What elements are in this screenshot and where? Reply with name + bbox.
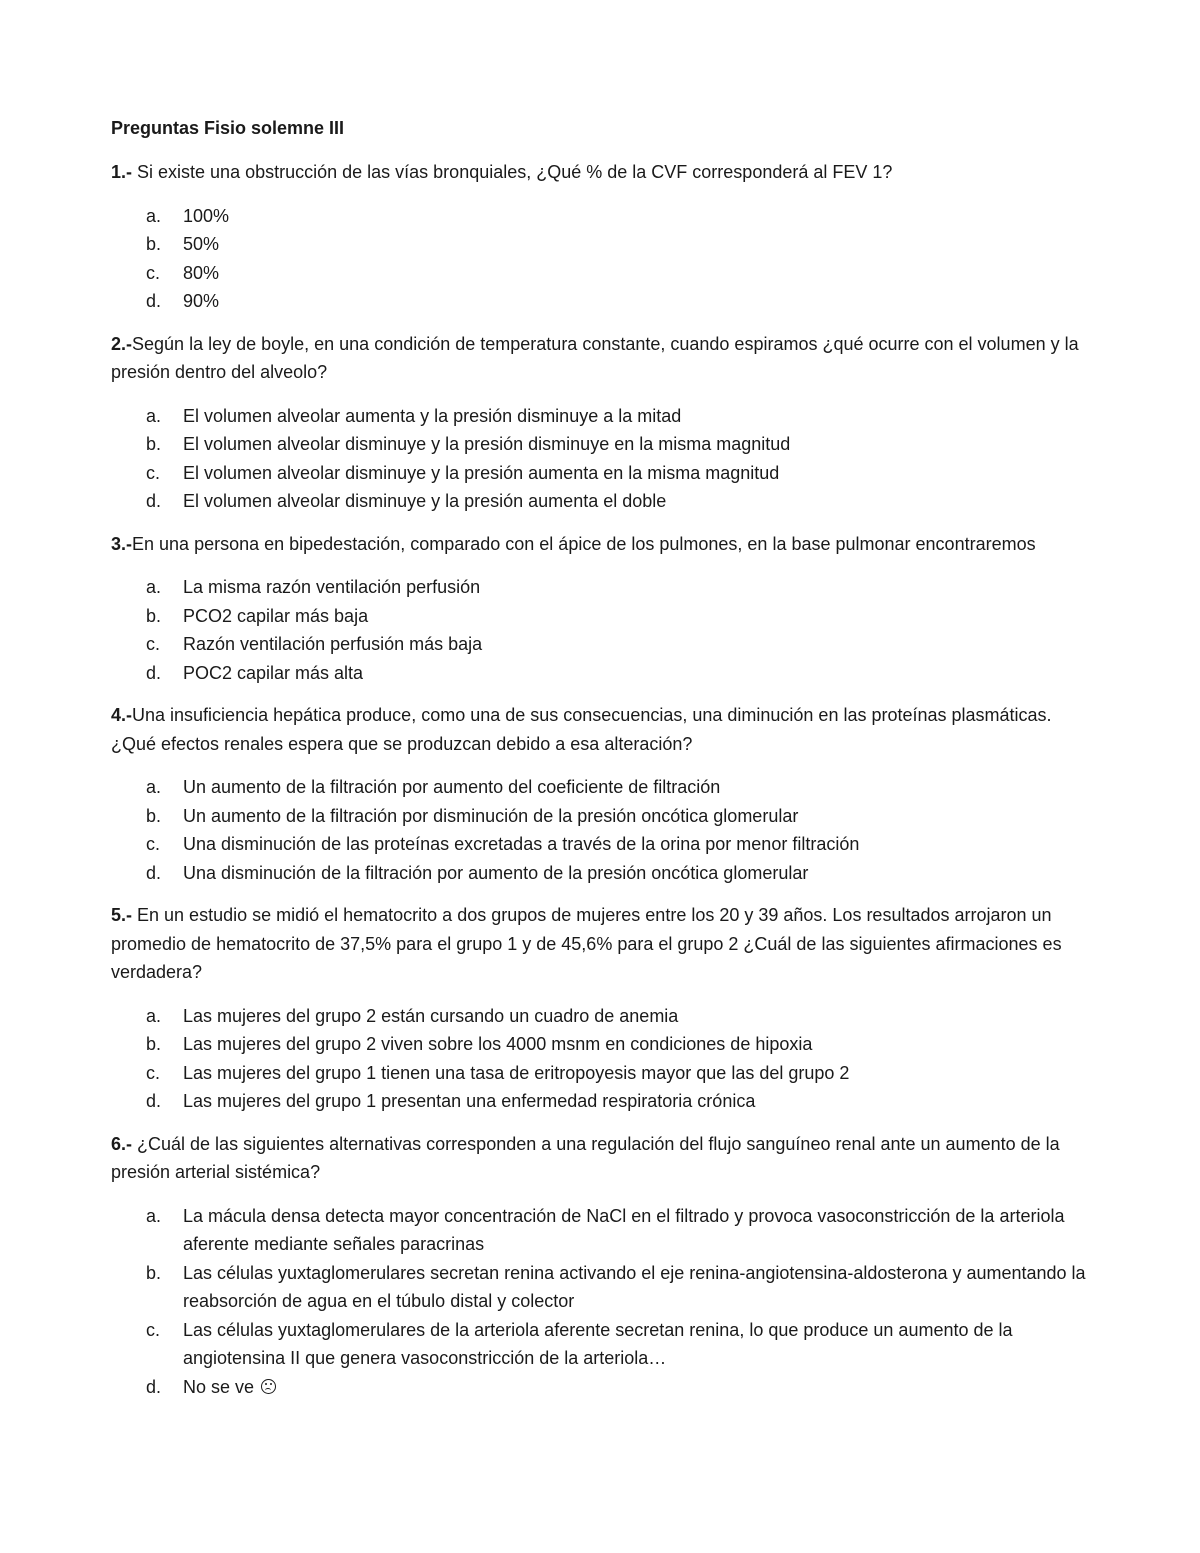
option-item	[111, 773, 1100, 802]
option-letter: c.	[146, 1319, 161, 1340]
option-text: No se ve	[183, 1376, 260, 1397]
option-text-wrap	[183, 1002, 1100, 1031]
option-letter: c.	[146, 462, 161, 483]
option-text: Un aumento de la filtración por disminución de la presión oncótica glomerular	[183, 805, 799, 826]
option-letter: d.	[146, 1376, 162, 1397]
question-5	[111, 901, 1100, 1116]
option-item	[111, 287, 1100, 316]
option-item	[111, 630, 1100, 659]
option-text: El volumen alveolar aumenta y la presión disminuye a la mitad	[183, 405, 682, 426]
option-list	[111, 402, 1100, 516]
option-list	[111, 1202, 1100, 1402]
option-item	[111, 602, 1100, 631]
option-text: Una disminución de las proteínas excretadas a través de la orina por menor filtración	[183, 834, 860, 854]
option-text: El volumen alveolar disminuye y la presión aumenta el doble	[183, 491, 667, 511]
option-item	[111, 1002, 1100, 1031]
option-text-wrap	[183, 630, 1100, 659]
option-letter: b.	[146, 605, 162, 626]
option-text-wrap	[183, 430, 1100, 459]
question-number: 4.-	[111, 705, 133, 725]
option-letter: a.	[146, 1005, 162, 1026]
question-body: En una persona en bipedestación, comparado con el ápice de los pulmones, en la base pulmonar encontraremos	[132, 533, 1036, 554]
question-text	[111, 158, 1100, 187]
option-item	[111, 1316, 1100, 1373]
option-text: Una disminución de la filtración por aumento de la presión oncótica glomerular	[183, 862, 809, 883]
option-text: Las mujeres del grupo 1 tienen una tasa de eritropoyesis mayor que las del grupo 2	[183, 1062, 850, 1083]
option-list	[111, 573, 1100, 687]
option-text-wrap	[183, 802, 1100, 831]
option-text: El volumen alveolar disminuye y la presión disminuye en la misma magnitud	[183, 434, 791, 454]
option-letter: d.	[146, 862, 162, 883]
option-text-wrap	[183, 402, 1100, 431]
question-4	[111, 701, 1100, 887]
option-text-wrap	[183, 202, 1100, 231]
question-text	[111, 901, 1100, 987]
option-text: Las mujeres del grupo 2 están cursando un cuadro de anemia	[183, 1005, 679, 1026]
option-item	[111, 1202, 1100, 1259]
option-text-wrap	[183, 659, 1100, 688]
option-letter: b.	[146, 434, 162, 454]
option-text-wrap	[183, 1059, 1100, 1088]
option-item	[111, 659, 1100, 688]
option-letter: c.	[146, 834, 161, 854]
option-text: La misma razón ventilación perfusión	[183, 577, 481, 597]
option-text-wrap	[183, 1373, 1100, 1402]
option-letter: a.	[146, 777, 162, 797]
option-item	[111, 430, 1100, 459]
question-2	[111, 330, 1100, 516]
option-list	[111, 773, 1100, 887]
option-item	[111, 859, 1100, 888]
option-letter: a.	[146, 1205, 162, 1226]
question-number: 3.-	[111, 533, 133, 554]
question-number: 5.-	[111, 905, 133, 925]
option-item	[111, 1373, 1100, 1402]
option-letter: d.	[146, 1091, 162, 1111]
question-number: 1.-	[111, 162, 133, 182]
option-text: Las mujeres del grupo 2 viven sobre los 4000 msnm en condiciones de hipoxia	[183, 1034, 813, 1054]
option-letter: b.	[146, 1262, 162, 1283]
option-letter: d.	[146, 662, 162, 683]
option-text: Las células yuxtaglomerulares secretan renina activando el eje renina-angiotensina-aldosterona y aumentando la reabsorción de agua en el túbulo distal y colector	[183, 1262, 1086, 1311]
option-item	[111, 1030, 1100, 1059]
option-text-wrap	[183, 573, 1100, 602]
option-letter: b.	[146, 1034, 162, 1054]
option-text-wrap	[183, 287, 1100, 316]
option-item	[111, 802, 1100, 831]
option-text-wrap	[183, 1316, 1100, 1373]
option-text: Las mujeres del grupo 1 presentan una enfermedad respiratoria crónica	[183, 1091, 756, 1111]
option-text: Las células yuxtaglomerulares de la arteriola aferente secretan renina, lo que produce un aumento de la angiotensina II que genera vasoconstricción de la arteriola…	[183, 1319, 1013, 1368]
question-text	[111, 530, 1100, 559]
option-text-wrap	[183, 259, 1100, 288]
option-letter: d.	[146, 291, 162, 311]
option-letter: a.	[146, 205, 162, 226]
question-1	[111, 158, 1100, 316]
option-text: La mácula densa detecta mayor concentración de NaCl en el filtrado y provoca vasoconstricción de la arteriola aferente mediante señales paracrinas	[183, 1205, 1065, 1254]
option-text-wrap	[183, 459, 1100, 488]
question-3	[111, 530, 1100, 688]
question-6	[111, 1130, 1100, 1402]
option-text-wrap	[183, 859, 1100, 888]
option-text-wrap	[183, 230, 1100, 259]
option-letter: d.	[146, 491, 162, 511]
option-text-wrap	[183, 830, 1100, 859]
option-item	[111, 573, 1100, 602]
option-item	[111, 459, 1100, 488]
question-body: Según la ley de boyle, en una condición de temperatura constante, cuando espiramos ¿qué ocurre con el volumen y la presión dentro del alveolo?	[111, 333, 1079, 382]
question-body: ¿Cuál de las siguientes alternativas corresponden a una regulación del flujo sanguíneo renal ante un aumento de la presión arterial sistémica?	[111, 1133, 1060, 1182]
question-number: 6.-	[111, 1133, 133, 1154]
option-item	[111, 230, 1100, 259]
question-text	[111, 330, 1100, 387]
option-text-wrap	[183, 1087, 1100, 1116]
option-text-wrap	[183, 1259, 1100, 1316]
option-item	[111, 402, 1100, 431]
option-item	[111, 830, 1100, 859]
question-list	[111, 158, 1100, 1401]
option-list	[111, 1002, 1100, 1116]
question-body: En un estudio se midió el hematocrito a dos grupos de mujeres entre los 20 y 39 años. Los resultados arrojaron un promedio de hematocrito de 37,5% para el grupo 1 y de 45,6% para el grupo 2 ¿Cuál de las siguientes afirmaciones es verdadera?	[111, 905, 1062, 982]
question-number: 2.-	[111, 333, 133, 354]
option-letter: a.	[146, 405, 162, 426]
option-text-wrap	[183, 1202, 1100, 1259]
option-text: 80%	[183, 262, 220, 283]
option-item	[111, 487, 1100, 516]
option-item	[111, 1259, 1100, 1316]
option-text: 100%	[183, 205, 230, 226]
option-item	[111, 259, 1100, 288]
option-letter: a.	[146, 577, 162, 597]
option-item	[111, 202, 1100, 231]
option-item	[111, 1087, 1100, 1116]
option-item	[111, 1059, 1100, 1088]
option-text-wrap	[183, 773, 1100, 802]
option-letter: c.	[146, 262, 161, 283]
option-text-wrap	[183, 602, 1100, 631]
option-list	[111, 202, 1100, 316]
option-text-wrap	[183, 487, 1100, 516]
option-text: Un aumento de la filtración por aumento del coeficiente de filtración	[183, 777, 721, 797]
option-text: PCO2 capilar más baja	[183, 605, 369, 626]
option-letter: c.	[146, 634, 161, 654]
option-text: 90%	[183, 291, 220, 311]
option-letter: b.	[146, 805, 162, 826]
option-letter: c.	[146, 1062, 161, 1083]
question-text	[111, 1130, 1100, 1187]
option-letter: b.	[146, 234, 162, 254]
option-text-wrap	[183, 1030, 1100, 1059]
option-text: 50%	[183, 234, 220, 254]
option-text: Razón ventilación perfusión más baja	[183, 634, 483, 654]
question-text	[111, 701, 1100, 758]
option-text: El volumen alveolar disminuye y la presión aumenta en la misma magnitud	[183, 462, 780, 483]
page-title: Preguntas Fisio solemne III	[111, 118, 345, 138]
option-text: POC2 capilar más alta	[183, 662, 364, 683]
question-body: Si existe una obstrucción de las vías bronquiales, ¿Qué % de la CVF corresponderá al FEV 1?	[132, 162, 893, 182]
question-body: Una insuficiencia hepática produce, como una de sus consecuencias, una diminución en las proteínas plasmáticas. ¿Qué efectos renales espera que se produzcan debido a esa alteración?	[111, 705, 1052, 754]
sad-face-icon	[261, 1379, 276, 1394]
